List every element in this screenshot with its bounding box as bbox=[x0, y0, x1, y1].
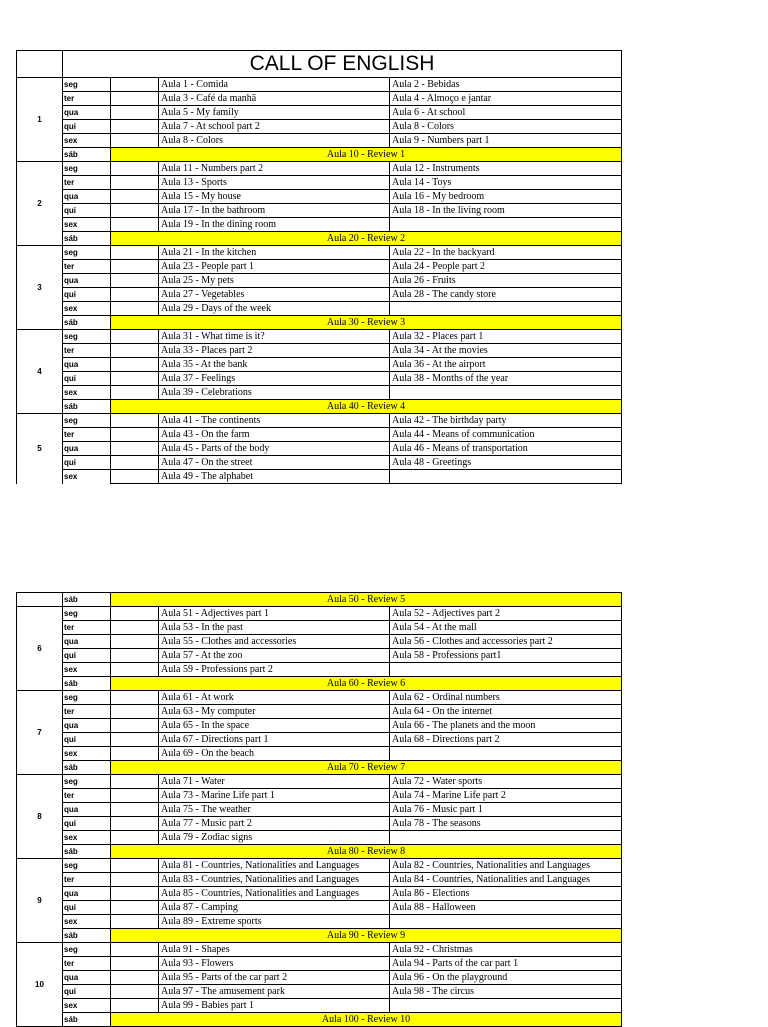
day-label: qui bbox=[63, 733, 111, 747]
schedule-table-2 bbox=[16, 592, 622, 1027]
lesson-cell: Aula 68 - Directions part 2 bbox=[390, 733, 622, 747]
lesson-cell: Aula 4 - Almoço e jantar bbox=[390, 92, 622, 106]
day-label: ter bbox=[63, 344, 111, 358]
lesson-cell: Aula 95 - Parts of the car part 2 bbox=[159, 971, 390, 985]
day-label: qua bbox=[63, 971, 111, 985]
day-label: qua bbox=[63, 719, 111, 733]
lesson-row bbox=[17, 246, 622, 260]
lesson-cell: Aula 79 - Zodiac signs bbox=[159, 831, 390, 845]
lesson-cell: Aula 72 - Water sports bbox=[390, 775, 622, 789]
lesson-cell: Aula 44 - Means of communication bbox=[390, 428, 622, 442]
day-label: sáb bbox=[63, 148, 111, 162]
day-label: sáb bbox=[63, 232, 111, 246]
review-cell: Aula 50 - Review 5 bbox=[111, 593, 622, 607]
empty-cell bbox=[111, 330, 159, 344]
lesson-cell bbox=[390, 915, 622, 929]
lesson-row bbox=[17, 260, 622, 274]
week-number: 3 bbox=[17, 246, 63, 330]
review-row bbox=[17, 593, 622, 607]
lesson-row bbox=[17, 663, 622, 677]
empty-cell bbox=[111, 190, 159, 204]
empty-cell bbox=[111, 817, 159, 831]
lesson-row bbox=[17, 428, 622, 442]
empty-cell bbox=[111, 775, 159, 789]
lesson-cell: Aula 66 - The planets and the moon bbox=[390, 719, 622, 733]
day-label: seg bbox=[63, 775, 111, 789]
week-number: 2 bbox=[17, 162, 63, 246]
lesson-cell: Aula 88 - Halloween bbox=[390, 901, 622, 915]
lesson-cell bbox=[390, 747, 622, 761]
empty-cell bbox=[17, 51, 63, 78]
day-label: qui bbox=[63, 288, 111, 302]
day-label: ter bbox=[63, 873, 111, 887]
empty-cell bbox=[111, 414, 159, 428]
lesson-cell: Aula 19 - In the dining room bbox=[159, 218, 390, 232]
lesson-cell: Aula 65 - In the space bbox=[159, 719, 390, 733]
title-row bbox=[17, 51, 622, 78]
empty-cell bbox=[17, 593, 63, 607]
empty-cell bbox=[111, 733, 159, 747]
review-row bbox=[17, 316, 622, 330]
lesson-cell: Aula 48 - Greetings bbox=[390, 456, 622, 470]
day-label: seg bbox=[63, 859, 111, 873]
lesson-row bbox=[17, 957, 622, 971]
review-row bbox=[17, 845, 622, 859]
empty-cell bbox=[111, 358, 159, 372]
lesson-row bbox=[17, 887, 622, 901]
lesson-cell: Aula 63 - My computer bbox=[159, 705, 390, 719]
empty-cell bbox=[111, 386, 159, 400]
day-label: seg bbox=[63, 607, 111, 621]
empty-cell bbox=[111, 218, 159, 232]
empty-cell bbox=[111, 442, 159, 456]
lesson-cell: Aula 77 - Music part 2 bbox=[159, 817, 390, 831]
empty-cell bbox=[111, 162, 159, 176]
day-label: qui bbox=[63, 204, 111, 218]
day-label: sáb bbox=[63, 845, 111, 859]
lesson-row bbox=[17, 456, 622, 470]
lesson-cell: Aula 59 - Professions part 2 bbox=[159, 663, 390, 677]
lesson-cell: Aula 76 - Music part 1 bbox=[390, 803, 622, 817]
day-label: qui bbox=[63, 901, 111, 915]
lesson-row bbox=[17, 386, 622, 400]
lesson-cell: Aula 99 - Babies part 1 bbox=[159, 999, 390, 1013]
empty-cell bbox=[111, 705, 159, 719]
lesson-cell: Aula 56 - Clothes and accessories part 2 bbox=[390, 635, 622, 649]
empty-cell bbox=[111, 456, 159, 470]
lesson-cell: Aula 31 - What time is it? bbox=[159, 330, 390, 344]
week-number: 1 bbox=[17, 78, 63, 162]
day-label: qua bbox=[63, 442, 111, 456]
lesson-cell: Aula 39 - Celebrations bbox=[159, 386, 390, 400]
lesson-row bbox=[17, 817, 622, 831]
lesson-cell: Aula 54 - At the mall bbox=[390, 621, 622, 635]
lesson-cell: Aula 78 - The seasons bbox=[390, 817, 622, 831]
week-number: 6 bbox=[17, 607, 63, 691]
lesson-cell: Aula 61 - At work bbox=[159, 691, 390, 705]
empty-cell bbox=[111, 747, 159, 761]
lesson-row bbox=[17, 470, 622, 484]
review-row bbox=[17, 1013, 622, 1027]
empty-cell bbox=[111, 92, 159, 106]
day-label: sex bbox=[63, 663, 111, 677]
lesson-cell bbox=[390, 470, 622, 484]
review-cell: Aula 80 - Review 8 bbox=[111, 845, 622, 859]
lesson-cell: Aula 96 - On the playground bbox=[390, 971, 622, 985]
lesson-row bbox=[17, 78, 622, 92]
lesson-cell: Aula 1 - Comida bbox=[159, 78, 390, 92]
day-label: seg bbox=[63, 246, 111, 260]
lesson-row bbox=[17, 971, 622, 985]
lesson-row bbox=[17, 873, 622, 887]
day-label: seg bbox=[63, 78, 111, 92]
lesson-cell bbox=[390, 999, 622, 1013]
lesson-row bbox=[17, 901, 622, 915]
lesson-cell: Aula 52 - Adjectives part 2 bbox=[390, 607, 622, 621]
lesson-cell bbox=[390, 831, 622, 845]
empty-cell bbox=[111, 635, 159, 649]
lesson-row bbox=[17, 134, 622, 148]
day-label: sex bbox=[63, 999, 111, 1013]
day-label: seg bbox=[63, 943, 111, 957]
day-label: qui bbox=[63, 649, 111, 663]
empty-cell bbox=[111, 663, 159, 677]
lesson-row bbox=[17, 190, 622, 204]
lesson-cell: Aula 67 - Directions part 1 bbox=[159, 733, 390, 747]
lesson-cell: Aula 6 - At school bbox=[390, 106, 622, 120]
day-label: ter bbox=[63, 789, 111, 803]
lesson-cell: Aula 17 - In the bathroom bbox=[159, 204, 390, 218]
lesson-cell: Aula 11 - Numbers part 2 bbox=[159, 162, 390, 176]
week-number: 7 bbox=[17, 691, 63, 775]
lesson-row bbox=[17, 330, 622, 344]
day-label: qua bbox=[63, 803, 111, 817]
lesson-cell: Aula 53 - In the past bbox=[159, 621, 390, 635]
lesson-cell: Aula 46 - Means of transportation bbox=[390, 442, 622, 456]
lesson-cell: Aula 51 - Adjectives part 1 bbox=[159, 607, 390, 621]
lesson-cell: Aula 18 - In the living room bbox=[390, 204, 622, 218]
lesson-row bbox=[17, 607, 622, 621]
day-label: qua bbox=[63, 190, 111, 204]
day-label: sex bbox=[63, 831, 111, 845]
lesson-row bbox=[17, 288, 622, 302]
lesson-cell: Aula 23 - People part 1 bbox=[159, 260, 390, 274]
empty-cell bbox=[111, 719, 159, 733]
lesson-cell: Aula 71 - Water bbox=[159, 775, 390, 789]
empty-cell bbox=[111, 691, 159, 705]
lesson-cell: Aula 33 - Places part 2 bbox=[159, 344, 390, 358]
week-number: 4 bbox=[17, 330, 63, 414]
day-label: qui bbox=[63, 817, 111, 831]
lesson-cell: Aula 13 - Sports bbox=[159, 176, 390, 190]
lesson-cell: Aula 75 - The weather bbox=[159, 803, 390, 817]
lesson-row bbox=[17, 803, 622, 817]
lesson-cell: Aula 27 - Vegetables bbox=[159, 288, 390, 302]
lesson-row bbox=[17, 176, 622, 190]
day-label: sáb bbox=[63, 593, 111, 607]
lesson-cell: Aula 35 - At the bank bbox=[159, 358, 390, 372]
schedule-table-1 bbox=[16, 50, 622, 484]
day-label: seg bbox=[63, 691, 111, 705]
lesson-row bbox=[17, 218, 622, 232]
day-label: qui bbox=[63, 120, 111, 134]
lesson-row bbox=[17, 705, 622, 719]
day-label: qui bbox=[63, 456, 111, 470]
lesson-cell: Aula 84 - Countries, Nationalities and Languages bbox=[390, 873, 622, 887]
review-cell: Aula 70 - Review 7 bbox=[111, 761, 622, 775]
lesson-row bbox=[17, 733, 622, 747]
lesson-row bbox=[17, 747, 622, 761]
lesson-row bbox=[17, 719, 622, 733]
review-row bbox=[17, 232, 622, 246]
lesson-cell: Aula 24 - People part 2 bbox=[390, 260, 622, 274]
lesson-cell: Aula 92 - Christmas bbox=[390, 943, 622, 957]
empty-cell bbox=[111, 470, 159, 484]
lesson-row bbox=[17, 344, 622, 358]
day-label: sex bbox=[63, 218, 111, 232]
lesson-cell: Aula 3 - Café da manhã bbox=[159, 92, 390, 106]
review-cell: Aula 40 - Review 4 bbox=[111, 400, 622, 414]
empty-cell bbox=[111, 621, 159, 635]
lesson-cell: Aula 34 - At the movies bbox=[390, 344, 622, 358]
lesson-cell: Aula 82 - Countries, Nationalities and Languages bbox=[390, 859, 622, 873]
day-label: sáb bbox=[63, 400, 111, 414]
lesson-cell: Aula 5 - My family bbox=[159, 106, 390, 120]
lesson-cell: Aula 69 - On the beach bbox=[159, 747, 390, 761]
lesson-cell: Aula 29 - Days of the week bbox=[159, 302, 390, 316]
lesson-row bbox=[17, 999, 622, 1013]
empty-cell bbox=[111, 957, 159, 971]
lesson-row bbox=[17, 442, 622, 456]
day-label: sáb bbox=[63, 761, 111, 775]
lesson-cell: Aula 26 - Fruits bbox=[390, 274, 622, 288]
lesson-row bbox=[17, 775, 622, 789]
empty-cell bbox=[111, 134, 159, 148]
lesson-cell: Aula 7 - At school part 2 bbox=[159, 120, 390, 134]
lesson-cell: Aula 58 - Professions part1 bbox=[390, 649, 622, 663]
empty-cell bbox=[111, 78, 159, 92]
lesson-cell: Aula 41 - The continents bbox=[159, 414, 390, 428]
lesson-cell: Aula 38 - Months of the year bbox=[390, 372, 622, 386]
lesson-cell: Aula 47 - On the street bbox=[159, 456, 390, 470]
lesson-cell: Aula 55 - Clothes and accessories bbox=[159, 635, 390, 649]
day-label: ter bbox=[63, 260, 111, 274]
lesson-row bbox=[17, 204, 622, 218]
lesson-cell: Aula 74 - Marine Life part 2 bbox=[390, 789, 622, 803]
lesson-row bbox=[17, 120, 622, 134]
lesson-cell: Aula 87 - Camping bbox=[159, 901, 390, 915]
day-label: ter bbox=[63, 957, 111, 971]
empty-cell bbox=[111, 901, 159, 915]
day-label: qua bbox=[63, 358, 111, 372]
lesson-cell: Aula 73 - Marine Life part 1 bbox=[159, 789, 390, 803]
lesson-cell: Aula 32 - Places part 1 bbox=[390, 330, 622, 344]
lesson-row bbox=[17, 414, 622, 428]
empty-cell bbox=[111, 887, 159, 901]
empty-cell bbox=[111, 176, 159, 190]
empty-cell bbox=[111, 859, 159, 873]
lesson-cell: Aula 8 - Colors bbox=[159, 134, 390, 148]
day-label: ter bbox=[63, 705, 111, 719]
lesson-cell: Aula 43 - On the farm bbox=[159, 428, 390, 442]
lesson-cell: Aula 94 - Parts of the car part 1 bbox=[390, 957, 622, 971]
lesson-cell: Aula 57 - At the zoo bbox=[159, 649, 390, 663]
lesson-row bbox=[17, 789, 622, 803]
lesson-cell: Aula 93 - Flowers bbox=[159, 957, 390, 971]
lesson-cell: Aula 97 - The amusement park bbox=[159, 985, 390, 999]
day-label: ter bbox=[63, 428, 111, 442]
day-label: sex bbox=[63, 134, 111, 148]
review-cell: Aula 10 - Review 1 bbox=[111, 148, 622, 162]
week-number: 5 bbox=[17, 414, 63, 484]
lesson-row bbox=[17, 162, 622, 176]
empty-cell bbox=[111, 428, 159, 442]
week-number: 8 bbox=[17, 775, 63, 859]
lesson-row bbox=[17, 943, 622, 957]
lesson-cell: Aula 86 - Elections bbox=[390, 887, 622, 901]
empty-cell bbox=[111, 943, 159, 957]
lesson-cell: Aula 81 - Countries, Nationalities and Languages bbox=[159, 859, 390, 873]
lesson-row bbox=[17, 106, 622, 120]
day-label: ter bbox=[63, 92, 111, 106]
lesson-row bbox=[17, 372, 622, 386]
review-cell: Aula 20 - Review 2 bbox=[111, 232, 622, 246]
lesson-row bbox=[17, 831, 622, 845]
lesson-row bbox=[17, 649, 622, 663]
lesson-cell: Aula 37 - Feelings bbox=[159, 372, 390, 386]
empty-cell bbox=[111, 120, 159, 134]
lesson-row bbox=[17, 985, 622, 999]
lesson-row bbox=[17, 635, 622, 649]
day-label: seg bbox=[63, 162, 111, 176]
empty-cell bbox=[111, 649, 159, 663]
empty-cell bbox=[111, 803, 159, 817]
day-label: sáb bbox=[63, 1013, 111, 1027]
lesson-cell: Aula 85 - Countries, Nationalities and Languages bbox=[159, 887, 390, 901]
empty-cell bbox=[111, 260, 159, 274]
lesson-row bbox=[17, 691, 622, 705]
lesson-cell: Aula 8 - Colors bbox=[390, 120, 622, 134]
day-label: qui bbox=[63, 372, 111, 386]
review-row bbox=[17, 148, 622, 162]
empty-cell bbox=[111, 204, 159, 218]
lesson-cell: Aula 89 - Extreme sports bbox=[159, 915, 390, 929]
week-number: 10 bbox=[17, 943, 63, 1027]
review-cell: Aula 60 - Review 6 bbox=[111, 677, 622, 691]
lesson-cell: Aula 16 - My bedroom bbox=[390, 190, 622, 204]
lesson-row bbox=[17, 92, 622, 106]
empty-cell bbox=[111, 873, 159, 887]
empty-cell bbox=[111, 971, 159, 985]
lesson-cell: Aula 62 - Ordinal numbers bbox=[390, 691, 622, 705]
empty-cell bbox=[111, 372, 159, 386]
review-row bbox=[17, 761, 622, 775]
day-label: sex bbox=[63, 386, 111, 400]
lesson-cell: Aula 9 - Numbers part 1 bbox=[390, 134, 622, 148]
lesson-cell: Aula 15 - My house bbox=[159, 190, 390, 204]
lesson-cell: Aula 49 - The alphabet bbox=[159, 470, 390, 484]
day-label: sex bbox=[63, 915, 111, 929]
lesson-cell bbox=[390, 386, 622, 400]
day-label: qui bbox=[63, 985, 111, 999]
lesson-cell: Aula 22 - In the backyard bbox=[390, 246, 622, 260]
schedule-page-1 bbox=[16, 50, 621, 484]
empty-cell bbox=[111, 915, 159, 929]
lesson-cell: Aula 98 - The circus bbox=[390, 985, 622, 999]
day-label: seg bbox=[63, 414, 111, 428]
review-row bbox=[17, 400, 622, 414]
lesson-cell: Aula 14 - Toys bbox=[390, 176, 622, 190]
empty-cell bbox=[111, 246, 159, 260]
day-label: sex bbox=[63, 470, 111, 484]
empty-cell bbox=[111, 985, 159, 999]
lesson-cell: Aula 45 - Parts of the body bbox=[159, 442, 390, 456]
lesson-cell: Aula 42 - The birthday party bbox=[390, 414, 622, 428]
lesson-row bbox=[17, 274, 622, 288]
lesson-cell: Aula 91 - Shapes bbox=[159, 943, 390, 957]
lesson-cell: Aula 21 - In the kitchen bbox=[159, 246, 390, 260]
lesson-row bbox=[17, 621, 622, 635]
day-label: ter bbox=[63, 176, 111, 190]
day-label: sáb bbox=[63, 677, 111, 691]
empty-cell bbox=[111, 344, 159, 358]
day-label: qua bbox=[63, 274, 111, 288]
lesson-cell: Aula 25 - My pets bbox=[159, 274, 390, 288]
empty-cell bbox=[111, 999, 159, 1013]
empty-cell bbox=[111, 607, 159, 621]
day-label: ter bbox=[63, 621, 111, 635]
review-row bbox=[17, 929, 622, 943]
day-label: qua bbox=[63, 887, 111, 901]
day-label: sex bbox=[63, 302, 111, 316]
empty-cell bbox=[111, 106, 159, 120]
lesson-cell: Aula 28 - The candy store bbox=[390, 288, 622, 302]
lesson-cell: Aula 36 - At the airport bbox=[390, 358, 622, 372]
review-cell: Aula 30 - Review 3 bbox=[111, 316, 622, 330]
lesson-cell bbox=[390, 663, 622, 677]
empty-cell bbox=[111, 302, 159, 316]
lesson-cell bbox=[390, 302, 622, 316]
empty-cell bbox=[111, 274, 159, 288]
lesson-row bbox=[17, 859, 622, 873]
review-cell: Aula 90 - Review 9 bbox=[111, 929, 622, 943]
lesson-row bbox=[17, 915, 622, 929]
empty-cell bbox=[111, 288, 159, 302]
day-label: qua bbox=[63, 635, 111, 649]
week-number: 9 bbox=[17, 859, 63, 943]
lesson-cell: Aula 64 - On the internet bbox=[390, 705, 622, 719]
lesson-cell bbox=[390, 218, 622, 232]
review-cell: Aula 100 - Review 10 bbox=[111, 1013, 622, 1027]
lesson-cell: Aula 2 - Bebidas bbox=[390, 78, 622, 92]
day-label: sáb bbox=[63, 316, 111, 330]
review-row bbox=[17, 677, 622, 691]
day-label: qua bbox=[63, 106, 111, 120]
schedule-page-2 bbox=[16, 592, 621, 1027]
empty-cell bbox=[111, 831, 159, 845]
lesson-cell: Aula 83 - Countries, Nationalities and Languages bbox=[159, 873, 390, 887]
empty-cell bbox=[111, 789, 159, 803]
day-label: seg bbox=[63, 330, 111, 344]
page-title: CALL OF ENGLISH bbox=[63, 51, 622, 78]
lesson-row bbox=[17, 302, 622, 316]
day-label: sex bbox=[63, 747, 111, 761]
lesson-row bbox=[17, 358, 622, 372]
lesson-cell: Aula 12 - Instruments bbox=[390, 162, 622, 176]
day-label: sáb bbox=[63, 929, 111, 943]
